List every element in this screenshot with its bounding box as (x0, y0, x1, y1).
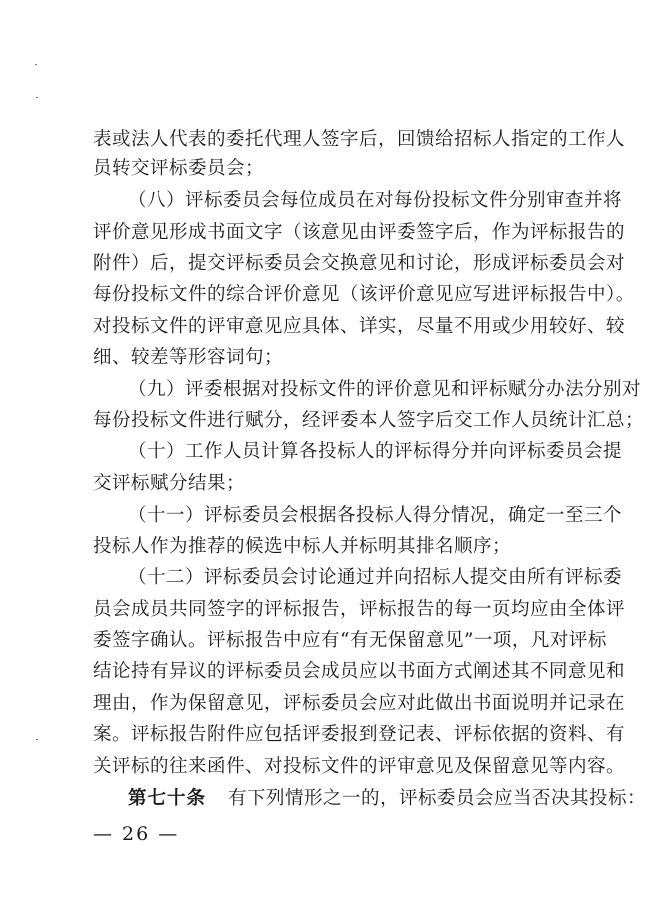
scan-mark (35, 64, 37, 65)
paragraph-12-start: （十二）评标委员会讨论通过并向招标人提交由所有评标委 (128, 567, 623, 588)
text-line: 表或法人代表的委托代理人签字后，回馈给招标人指定的工作人 (93, 129, 626, 150)
page-number: — 26 — (93, 823, 180, 845)
text-line: 细、较差等形容词句； (93, 347, 284, 368)
text-line: 每份投标文件的综合评价意见（该评价意见应写进评标报告中）。 (93, 284, 635, 305)
text-line: 员会成员共同签字的评标报告，评标报告的每一页均应由全体评 (93, 599, 626, 620)
text-line: 交评标赋分结果； (93, 473, 246, 494)
article-70-line (128, 787, 647, 811)
paragraph-9-start: （九）评委根据对投标文件的评价意见和评标赋分办法分别对 (128, 379, 642, 400)
text-line: 理由，作为保留意见，评标委员会应对此做出书面说明并记录在 (93, 693, 626, 714)
paragraph-11-start: （十一）评标委员会根据各投标人得分情况，确定一至三个 (128, 505, 623, 526)
paragraph-10-start: （十）工作人员计算各投标人的评标得分并向评标委员会提 (128, 441, 623, 462)
text-line: 投标人作为推荐的候选中标人并标明其排名顺序； (93, 536, 512, 557)
text-line: 关评标的往来函件、对投标文件的评审意见及保留意见等内容。 (93, 756, 626, 777)
text-line: 评价意见形成书面文字（该意见由评委签字后，作为评标报告的 (93, 222, 626, 243)
text-line: 案。评标报告附件应包括评委报到登记表、评标依据的资料、有 (93, 724, 626, 745)
paragraph-8-start: （八）评标委员会每位成员在对每份投标文件分别审查并将 (128, 190, 623, 211)
text-line: 附件）后，提交评标委员会交换意见和讨论，形成评标委员会对 (93, 253, 626, 274)
article-text: 有下列情形之一的，评标委员会应当否决其投标： (228, 788, 647, 809)
scan-mark (36, 739, 38, 740)
text-line: 员转交评标委员会； (93, 158, 265, 179)
text-line: 委签字确认。评标报告中应有“有无保留意见”一项，凡对评标 (93, 630, 607, 651)
scan-mark (36, 97, 38, 98)
text-line: 结论持有异议的评标委员会成员应以书面方式阐述其不同意见和 (93, 661, 626, 682)
article-heading: 第七十条 (128, 788, 207, 809)
text-line: 每份投标文件进行赋分，经评委本人签字后交工作人员统计汇总； (93, 410, 645, 431)
text-line: 对投标文件的评审意见应具体、详实，尽量不用或少用较好、较 (93, 316, 626, 337)
